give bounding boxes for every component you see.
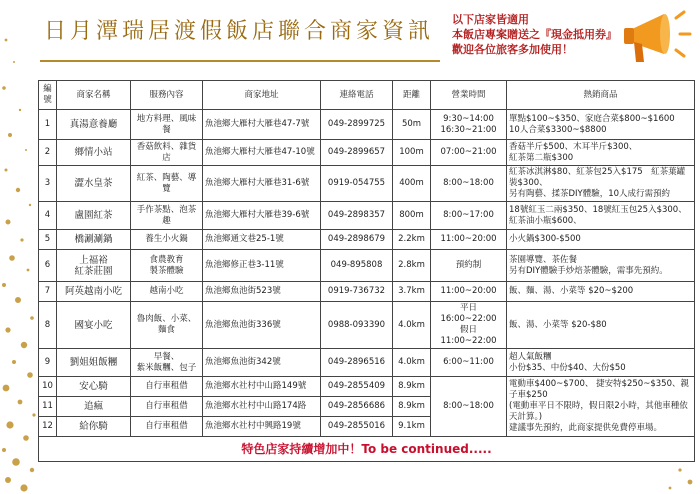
notice-line: 以下店家皆適用 [452,13,529,26]
cell-products [507,110,695,140]
cell-line: 16:30~21:00 [440,124,497,135]
cell-address [203,110,321,140]
cell-address [203,140,321,166]
cell-phone [321,377,393,397]
cell-hours [431,110,507,140]
cell-line: 魚池鄉通文巷25-1號 [205,234,284,244]
cell-distance [393,282,431,302]
cell-line: 1 [44,119,51,129]
cell-line: 魚池鄉魚池街336號 [205,319,281,330]
cell-line: 魚池鄉水社村中山路149號 [205,381,307,391]
cell-line: 8:00~18:00 [443,178,494,188]
cell-distance [393,166,431,202]
cell-line: 049-2896516 [327,357,386,367]
cell-line: 11:00~20:00 [440,234,497,244]
cell-store-name [57,140,131,166]
cell-line: 橋涮涮鍋 [74,234,113,245]
cell-line: 超人氣飯糰 [509,351,552,362]
cell-distance [393,250,431,282]
cell-line: 養生小火鍋 [145,234,188,244]
cell-line: 11 [42,401,53,411]
cell-number [39,166,57,202]
cell-service [131,110,203,140]
cell-line: 8.9km [398,381,425,391]
cell-line: 5 [44,234,51,244]
table-row [39,349,695,377]
table-row [39,377,695,397]
table-row [39,140,695,166]
cell-line: 10 [42,381,53,391]
cell-address [203,202,321,230]
cell-line: 追瘋 [83,401,103,412]
cell-line: 預約制 [455,260,482,270]
cell-service [131,250,203,282]
cell-address [203,417,321,437]
table-header-row [39,81,695,110]
cell-hours [431,166,507,202]
cell-number [39,282,57,302]
cell-line: 紅茶油小瓶$600、 [509,215,582,226]
cell-store-name [57,110,131,140]
col-header-distance: 距離 [393,81,431,110]
cell-phone [321,417,393,437]
footer-note: 特色店家持續增加中！To be continued..... [39,437,695,462]
cell-line: 400m [399,178,424,188]
cell-line: 0988-093390 [327,319,386,330]
cell-address [203,302,321,349]
cell-hours [431,202,507,230]
cell-distance [393,140,431,166]
cell-line: 平日16:00~22:00 [440,303,497,324]
table-row [39,250,695,282]
cell-line: 2.8km [398,260,425,270]
col-header-products: 熱銷商品 [507,81,695,110]
cell-line: 9:30~14:00 [443,113,494,124]
partner-store-table [38,80,695,462]
cell-products [507,140,695,166]
cell-number [39,110,57,140]
cell-address [203,349,321,377]
cell-line: 魚池鄉修正巷3-11號 [205,260,284,270]
cell-line: 8:00~17:00 [443,210,494,220]
col-header-number: 編號 [39,81,57,110]
cell-line: 食農教育 [149,254,184,265]
cell-line: 魚池鄉大雁村大雁巷31-6號 [205,178,310,188]
cell-line: 6:00~11:00 [443,357,494,367]
cell-number [39,417,57,437]
cell-store-name [57,202,131,230]
megaphone-icon [620,8,692,72]
cell-line: 飯、麵、湯、小菜等 $20~$200 [509,286,634,296]
cell-line: 4 [44,210,51,220]
cell-phone [321,250,393,282]
cell-store-name [57,302,131,349]
cell-number [39,397,57,417]
cell-line: 另有DIY體驗手炒焙茶體驗，需事先預約。 [509,265,668,276]
cell-products [507,282,695,302]
cell-line: 11:00~20:00 [440,286,497,296]
cell-service [131,397,203,417]
cell-line: 049-2899725 [327,119,386,129]
cell-line: 地方料理、風味餐 [136,113,197,135]
page-title: 日月潭瑞居渡假飯店聯合商家資訊 [44,19,435,44]
cell-line: 紅茶、陶藝、導覽 [136,172,197,194]
cell-distance [393,202,431,230]
cell-line: 製茶體驗 [149,265,184,276]
cell-service [131,140,203,166]
cell-line: 自行車租借 [145,401,188,411]
cell-service [131,230,203,250]
col-header-address: 商家地址 [203,81,321,110]
cell-line: 魚池鄉水社村中興路19號 [205,421,301,431]
cell-line: 紅茶第二瓶$300 [509,152,574,163]
cell-line: 2.2km [398,234,425,244]
cell-distance [393,397,431,417]
cell-phone [321,166,393,202]
cell-line: 800m [399,210,424,220]
cell-line: 2 [44,147,51,157]
cell-store-name [57,230,131,250]
cell-line: 越南小吃 [149,286,184,296]
cell-line: 紅茶冰淇淋$80、紅茶包25入$175 紅茶葉罐裝$300、 [509,167,686,188]
cell-service [131,377,203,397]
cell-line: 魚池鄉大雁村大雁巷47-7號 [205,119,310,129]
cell-address [203,377,321,397]
cell-line: 紅茶莊園 [74,265,113,277]
cell-address [203,166,321,202]
col-header-phone: 連絡電話 [321,81,393,110]
cell-line: 10人合菜$3300~$8800 [509,124,607,135]
cell-number [39,349,57,377]
cell-store-name [57,349,131,377]
cell-line: 魚池鄉大雁村大雁巷47-10號 [205,147,315,157]
cell-hours [431,282,507,302]
cell-address [203,230,321,250]
cell-service [131,417,203,437]
cell-line: 049-2899657 [327,147,386,157]
cell-distance [393,349,431,377]
cell-address [203,282,321,302]
cell-phone [321,230,393,250]
table-row [39,110,695,140]
cell-line: 50m [401,119,422,129]
cell-service [131,282,203,302]
cell-service [131,166,203,202]
cell-line: 小份$35、中份$40、大份$50 [509,362,626,373]
cell-line: 9 [44,357,51,367]
cell-line: 真湯意養廳 [69,119,118,130]
cell-line: 魚池鄉水社村中山路174路 [205,401,307,411]
table-row [39,202,695,230]
cell-hours [431,377,507,437]
title-divider [40,60,440,62]
cell-line: 12 [42,421,53,431]
cell-line: 魚池鄉魚池街523號 [205,286,281,296]
cell-line: 魚池鄉魚池街342號 [205,357,281,367]
cell-address [203,397,321,417]
cell-line: 紫米飯糰、包子 [136,362,197,373]
cell-hours [431,302,507,349]
cell-line: 049-2856686 [327,401,386,411]
cell-number [39,250,57,282]
col-header-store-name: 商家名稱 [57,81,131,110]
cell-distance [393,377,431,397]
table-row [39,230,695,250]
notice-line: 本飯店專案贈送之『現金抵用券』 [452,28,617,41]
table-row [39,302,695,349]
cell-line: 7 [44,286,51,296]
cell-line: 049-2898357 [327,210,386,220]
cell-line: 魯肉飯、小菜、麵食 [136,314,197,335]
col-header-hours: 營業時間 [431,81,507,110]
cell-number [39,302,57,349]
cell-line: 07:00~21:00 [440,147,497,157]
cell-line: 100m [399,147,424,157]
cell-line: 手作茶點、泡茶趣 [136,204,197,226]
cell-line: 國宴小吃 [74,319,113,331]
cell-number [39,377,57,397]
cell-line: 0919-736732 [327,286,386,296]
table-row [39,282,695,302]
cell-line: 建議事先預約，此商家提供免費停車場。 [509,423,663,433]
cell-hours [431,349,507,377]
cell-address [203,250,321,282]
cell-line: 另有陶藝、揉茶DIY體驗，10人成行需預約 [509,189,671,199]
cell-number [39,140,57,166]
cell-line: 4.0km [398,357,425,367]
cell-line: 安心騎 [79,381,108,392]
cell-service [131,202,203,230]
cell-hours [431,250,507,282]
cell-line: 阿英越南小吃 [64,286,122,297]
cell-products [507,166,695,202]
coupon-notice [452,12,617,57]
cell-line: 自行車租借 [145,421,188,431]
cell-line: 0919-054755 [327,178,386,188]
cell-line: 單點$100~$350、家庭合菜$800~$1600 [509,113,675,124]
cell-line: 8 [44,319,51,330]
cell-number [39,230,57,250]
cell-products [507,377,695,437]
cell-line: 049-2855016 [327,421,386,431]
table-row [39,166,695,202]
cell-line: 小火鍋$300-$500 [509,234,581,244]
cell-line: 8:00~18:00 [443,401,494,411]
cell-line: 6 [44,260,51,270]
cell-phone [321,110,393,140]
notice-line: 歡迎各位旅客多加使用！ [452,43,573,56]
cell-products [507,202,695,230]
cell-line: 9.1km [398,421,425,431]
cell-line: 盧園紅茶 [74,210,113,221]
cell-store-name [57,377,131,397]
cell-hours [431,230,507,250]
col-header-service: 服務內容 [131,81,203,110]
cell-products [507,302,695,349]
cell-line: 鄉情小站 [74,147,113,158]
cell-line: 3.7km [398,286,425,296]
cell-line: 給你騎 [79,421,108,432]
cell-distance [393,417,431,437]
cell-line: 香菇飲料、雜貨店 [136,141,197,163]
cell-products [507,349,695,377]
cell-store-name [57,397,131,417]
table-footer-row [39,437,695,462]
cell-line: 電動車$400~$700、 捷安特$250~$350、親子車$250 [509,379,689,400]
cell-products [507,230,695,250]
cell-service [131,302,203,349]
cell-line: (電動車平日不限時，假日限2小時，其他車種依天計算。) [509,401,688,422]
cell-phone [321,302,393,349]
cell-line: 上福裕 [79,254,108,266]
cell-phone [321,282,393,302]
cell-line: 澀水皇茶 [74,178,113,189]
cell-line: 早餐、 [153,351,180,362]
cell-hours [431,140,507,166]
cell-line: 自行車租借 [145,381,188,391]
cell-store-name [57,417,131,437]
cell-phone [321,202,393,230]
cell-distance [393,230,431,250]
cell-phone [321,140,393,166]
cell-service [131,349,203,377]
cell-phone [321,397,393,417]
cell-line: 劉姐姐飯糰 [69,357,118,368]
cell-line: 049-2898679 [327,234,386,244]
cell-line: 3 [44,178,51,188]
cell-line: 假日11:00~22:00 [440,325,497,346]
cell-phone [321,349,393,377]
cell-products [507,250,695,282]
cell-distance [393,302,431,349]
cell-store-name [57,282,131,302]
cell-store-name [57,166,131,202]
cell-line: 香菇半斤$500、木耳半斤$300、 [509,141,638,152]
cell-line: 飯、湯、小菜等 $20-$80 [509,319,607,330]
cell-line: 茶園導覽、茶佐餐 [509,254,578,265]
cell-line: 8.9km [398,401,425,411]
cell-line: 4.0km [398,319,425,330]
cell-distance [393,110,431,140]
cell-line: 魚池鄉大雁村大雁巷39-6號 [205,210,310,220]
cell-line: 18號紅玉二兩$350、18號紅玉包25入$300、 [509,204,687,215]
cell-number [39,202,57,230]
cell-line: 049-2855409 [327,381,386,391]
cell-store-name [57,250,131,282]
cell-line: 049-895808 [330,260,383,270]
